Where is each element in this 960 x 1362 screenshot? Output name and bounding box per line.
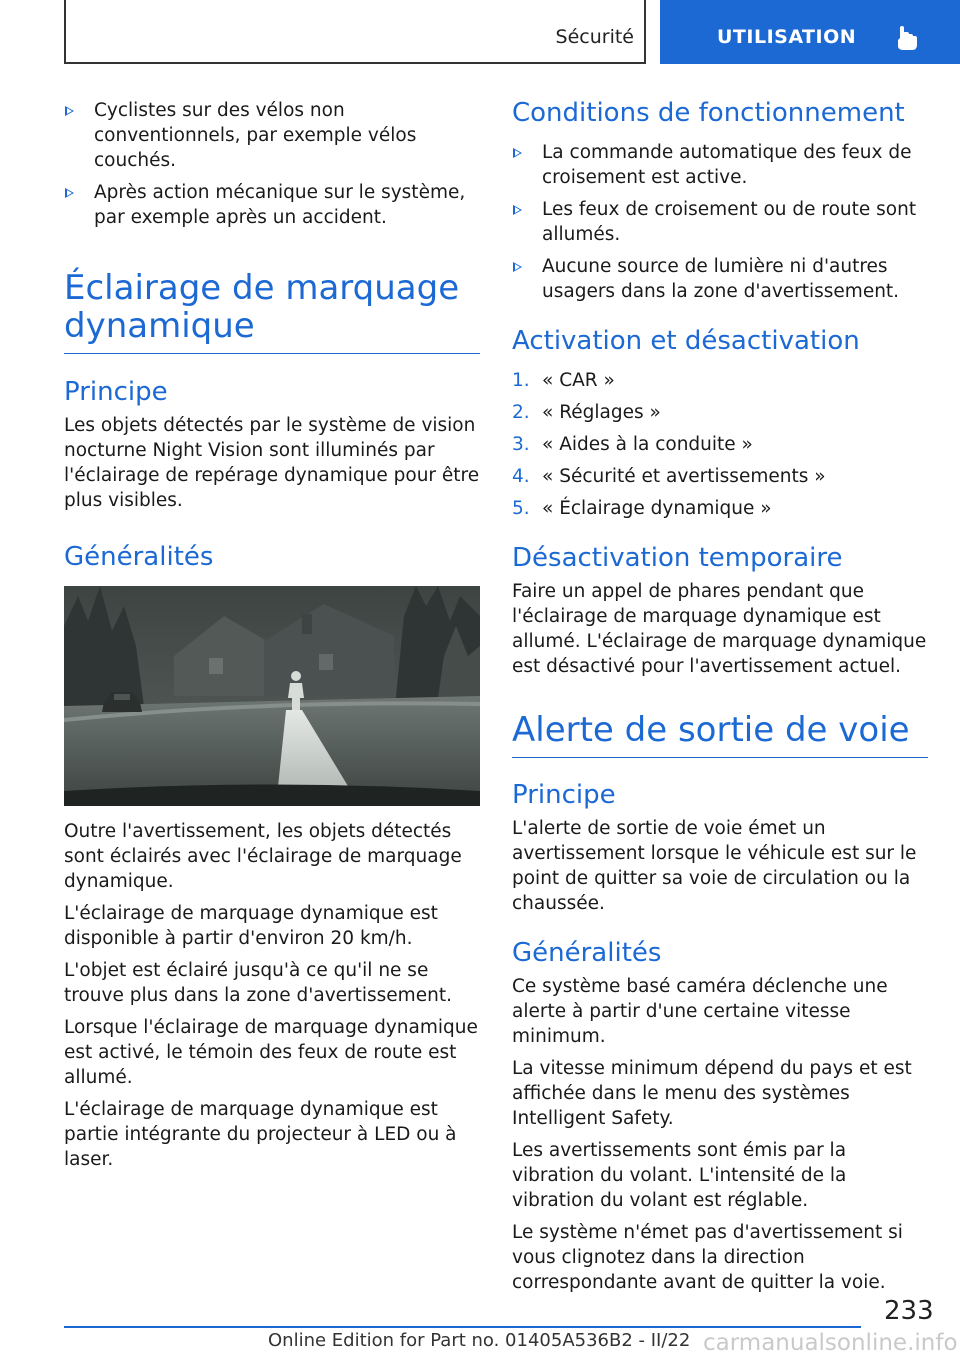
section-heading-principe: Principe [64,377,168,407]
section-heading-generalites: Généralités [64,542,214,572]
list-item: 2. « Réglages » [512,402,661,423]
paragraph: L'éclairage de marquage dynamique est disponible à partir d'environ 20 km/h. [64,903,438,949]
principe2-text: L'alerte de sortie de voie émet un avertissement lorsque le véhicule est sur le point de quitter sa voie de circulation ou la chaussée. [512,818,917,914]
left-bullet-list [64,98,480,230]
paragraph: Le système n'émet pas d'avertissement si vous clignotez dans la direction correspondante avant de quitter la voie. [512,1222,903,1293]
list-item: 5. « Éclairage dynamique » [512,498,772,519]
paragraph: Ce système basé caméra déclenche une alerte à partir d'une certaine vitesse minimum. [512,976,888,1047]
list-item: La commande automatique des feux de croisement est active. [512,140,928,190]
step-number: 5. [512,498,530,519]
step-number: 4. [512,466,530,487]
triangle-bullet-icon [65,188,74,198]
paragraph: L'éclairage de marquage dynamique est partie intégrante du projecteur à LED ou à laser. [64,1099,457,1170]
list-item: Cyclistes sur des vélos non conventionnels, par exemple vélos couchés. [64,98,480,173]
watermark-text: carmanualsonline.info [703,1330,958,1356]
paragraph: Les avertissements sont émis par la vibration du volant. L'intensité de la vibration du volant est réglable. [512,1140,847,1211]
desactivation-text: Faire un appel de phares pendant que l'éclairage de marquage dynamique est allumé. L'éclairage de marquage dynamique est désactivé pour l'avertissement actuel. [512,581,927,677]
header-chapter-tab [660,0,960,64]
section-heading-conditions: Conditions de fonctionnement [512,98,905,128]
list-item: Après action mécanique sur le système, par exemple après un accident. [64,180,480,230]
page-number: 233 [884,1296,934,1326]
right-column [512,98,928,1302]
step-number: 1. [512,370,530,391]
list-item: Aucune source de lumière ni d'autres usagers dans la zone d'avertissement. [512,254,928,304]
left-column [64,98,480,1179]
section-heading-desactivation: Désactivation temporaire [512,543,843,573]
list-item: 1. « CAR » [512,370,615,391]
list-item: Les feux de croisement ou de route sont allumés. [512,197,928,247]
header-chapter-title: UTILISATION [717,26,857,48]
triangle-bullet-icon [513,262,522,272]
header-section-title: Sécurité [555,26,634,48]
step-number: 3. [512,434,530,455]
section-heading-generalites-2: Généralités [512,938,662,968]
section-heading-activation: Activation et désactivation [512,326,860,356]
triangle-bullet-icon [513,205,522,215]
step-number: 2. [512,402,530,423]
chapter-title: Éclairage de marquage dynamique [64,269,480,354]
footer-divider [64,1326,861,1328]
list-item: 4. « Sécurité et avertissements » [512,466,826,487]
paragraph: L'objet est éclairé jusqu'à ce qu'il ne se trouve plus dans la zone d'avertissement. [64,960,452,1006]
triangle-bullet-icon [65,106,74,116]
principe-text: Les objets détectés par le système de vision nocturne Night Vision sont illuminés par l'éclairage de repérage dynamique pour être plus visibles. [64,415,480,511]
footer-edition: Online Edition for Part no. 01405A536B2 - II/22 [268,1330,691,1351]
chapter-title-lane-departure: Alerte de sortie de voie [512,711,928,758]
pointing-hand-icon [896,26,920,52]
night-road-illustration [64,586,480,806]
paragraph: Outre l'avertissement, les objets détectés sont éclairés avec l'éclairage de marquage dynamique. [64,821,462,892]
list-item: 3. « Aides à la conduite » [512,434,753,455]
conditions-bullet-list [512,140,928,304]
paragraph: Lorsque l'éclairage de marquage dynamique est activé, le témoin des feux de route est allumé. [64,1017,478,1088]
paragraph: La vitesse minimum dépend du pays et est affichée dans le menu des systèmes Intelligent Safety. [512,1058,912,1129]
section-heading-principe-2: Principe [512,780,616,810]
header-section-box [64,0,646,64]
triangle-bullet-icon [513,148,522,158]
activation-steps-list [512,368,928,521]
